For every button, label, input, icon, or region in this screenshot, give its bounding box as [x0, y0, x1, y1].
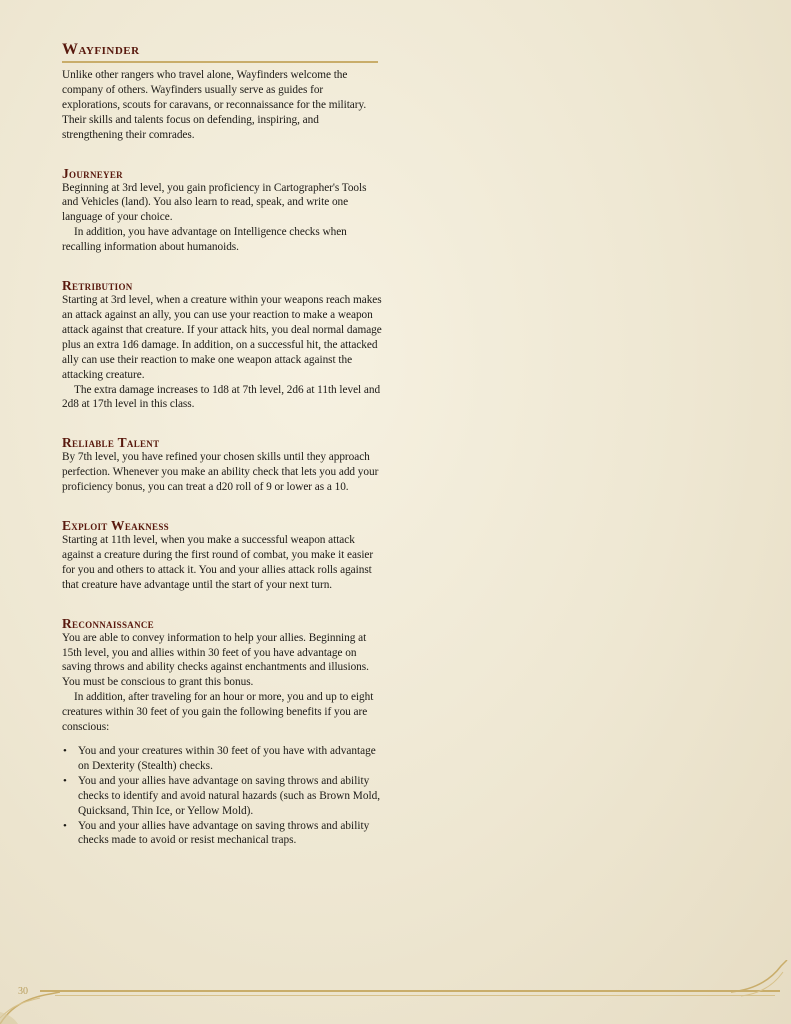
section-heading-exploit-weakness: Exploit Weakness	[62, 518, 169, 534]
section-journeyer	[62, 166, 382, 256]
journeyer-paragraph-2: In addition, you have advantage on Intelligence checks when recalling information about humanoids.	[62, 226, 347, 254]
reconnaissance-paragraph-2: In addition, after traveling for an hour or more, you and up to eight creatures within 30 feet of you gain the following benefits if you are conscious:	[62, 691, 374, 734]
page-title: Wayfinder	[62, 41, 140, 58]
footer-rule	[40, 990, 780, 992]
benefits-list	[62, 744, 382, 848]
bullet-icon: •	[63, 745, 67, 757]
footer-right-ornament-icon	[731, 960, 791, 1020]
list-item: • You and your allies have advantage on saving throws and ability checks to identify and avoid natural hazards (such as Brown Mold, Quicksand, Thin Ice, or Yellow Mold).	[63, 774, 381, 817]
retribution-paragraph-1: Starting at 3rd level, when a creature within your weapons reach makes an attack against an ally, you can use your reaction to make a weapon attack against that creature. If your attack hits, you deal normal damage plus an extra 1d6 damage. In addition, on a successful hit, the attacked ally can use their reaction to make one weapon attack against the attacking creature.	[62, 294, 382, 381]
section-heading-reliable-talent: Reliable Talent	[62, 435, 160, 451]
section-heading-retribution: Retribution	[62, 278, 133, 294]
reconnaissance-paragraph-1: You are able to convey information to help your allies. Beginning at 15th level, you and allies within 30 feet of you have advantage on saving throws and ability checks against enchantments and illusions. You must be conscious to grant this bonus.	[62, 631, 369, 689]
section-exploit-weakness	[62, 518, 382, 593]
title-rule	[62, 61, 378, 63]
reliable-talent-paragraph: By 7th level, you have refined your chosen skills until they approach perfection. Whenever you make an ability check that lets you add your proficiency bonus, you can treat a d20 roll of 9 or lower as a 10.	[62, 451, 379, 494]
bullet-icon: •	[63, 774, 67, 787]
section-retribution	[62, 278, 382, 412]
section-wayfinder	[62, 40, 382, 143]
section-reliable-talent	[62, 435, 382, 495]
bullet-icon: •	[63, 819, 67, 832]
list-item: • You and your allies have advantage on saving throws and ability checks made to avoid or resist mechanical traps.	[63, 819, 370, 847]
section-heading-journeyer: Journeyer	[62, 165, 123, 181]
journeyer-paragraph-1: Beginning at 3rd level, you gain proficiency in Cartographer's Tools and Vehicles (land). You also learn to read, speak, and write one language of your choice.	[62, 181, 367, 224]
page-number: 30	[18, 986, 28, 997]
exploit-weakness-paragraph: Starting at 11th level, when you make a successful weapon attack against a creature during the first round of combat, you make it easier for you and others to attack it. You and your allies attack rolls against that creature have advantage until the start of your next turn.	[62, 534, 374, 591]
section-reconnaissance	[62, 616, 382, 849]
section-heading-reconnaissance: Reconnaissance	[62, 615, 154, 631]
retribution-paragraph-2: The extra damage increases to 1d8 at 7th level, 2d6 at 11th level and 2d8 at 17th level in this class.	[62, 383, 381, 411]
footer-left-ornament-icon	[0, 968, 60, 1024]
list-item: • You and your creatures within 30 feet of you have with advantage on Dexterity (Stealth) checks.	[63, 745, 376, 772]
footer-rule-secondary	[55, 995, 775, 996]
intro-paragraph: Unlike other rangers who travel alone, Wayfinders welcome the company of others. Wayfinders usually serve as guides for explorations, scouts for caravans, or reconnaissance for the military. Their skills and talents focus on defending, inspiring, and strengthening their comrades.	[62, 69, 367, 141]
text-column	[62, 40, 382, 848]
